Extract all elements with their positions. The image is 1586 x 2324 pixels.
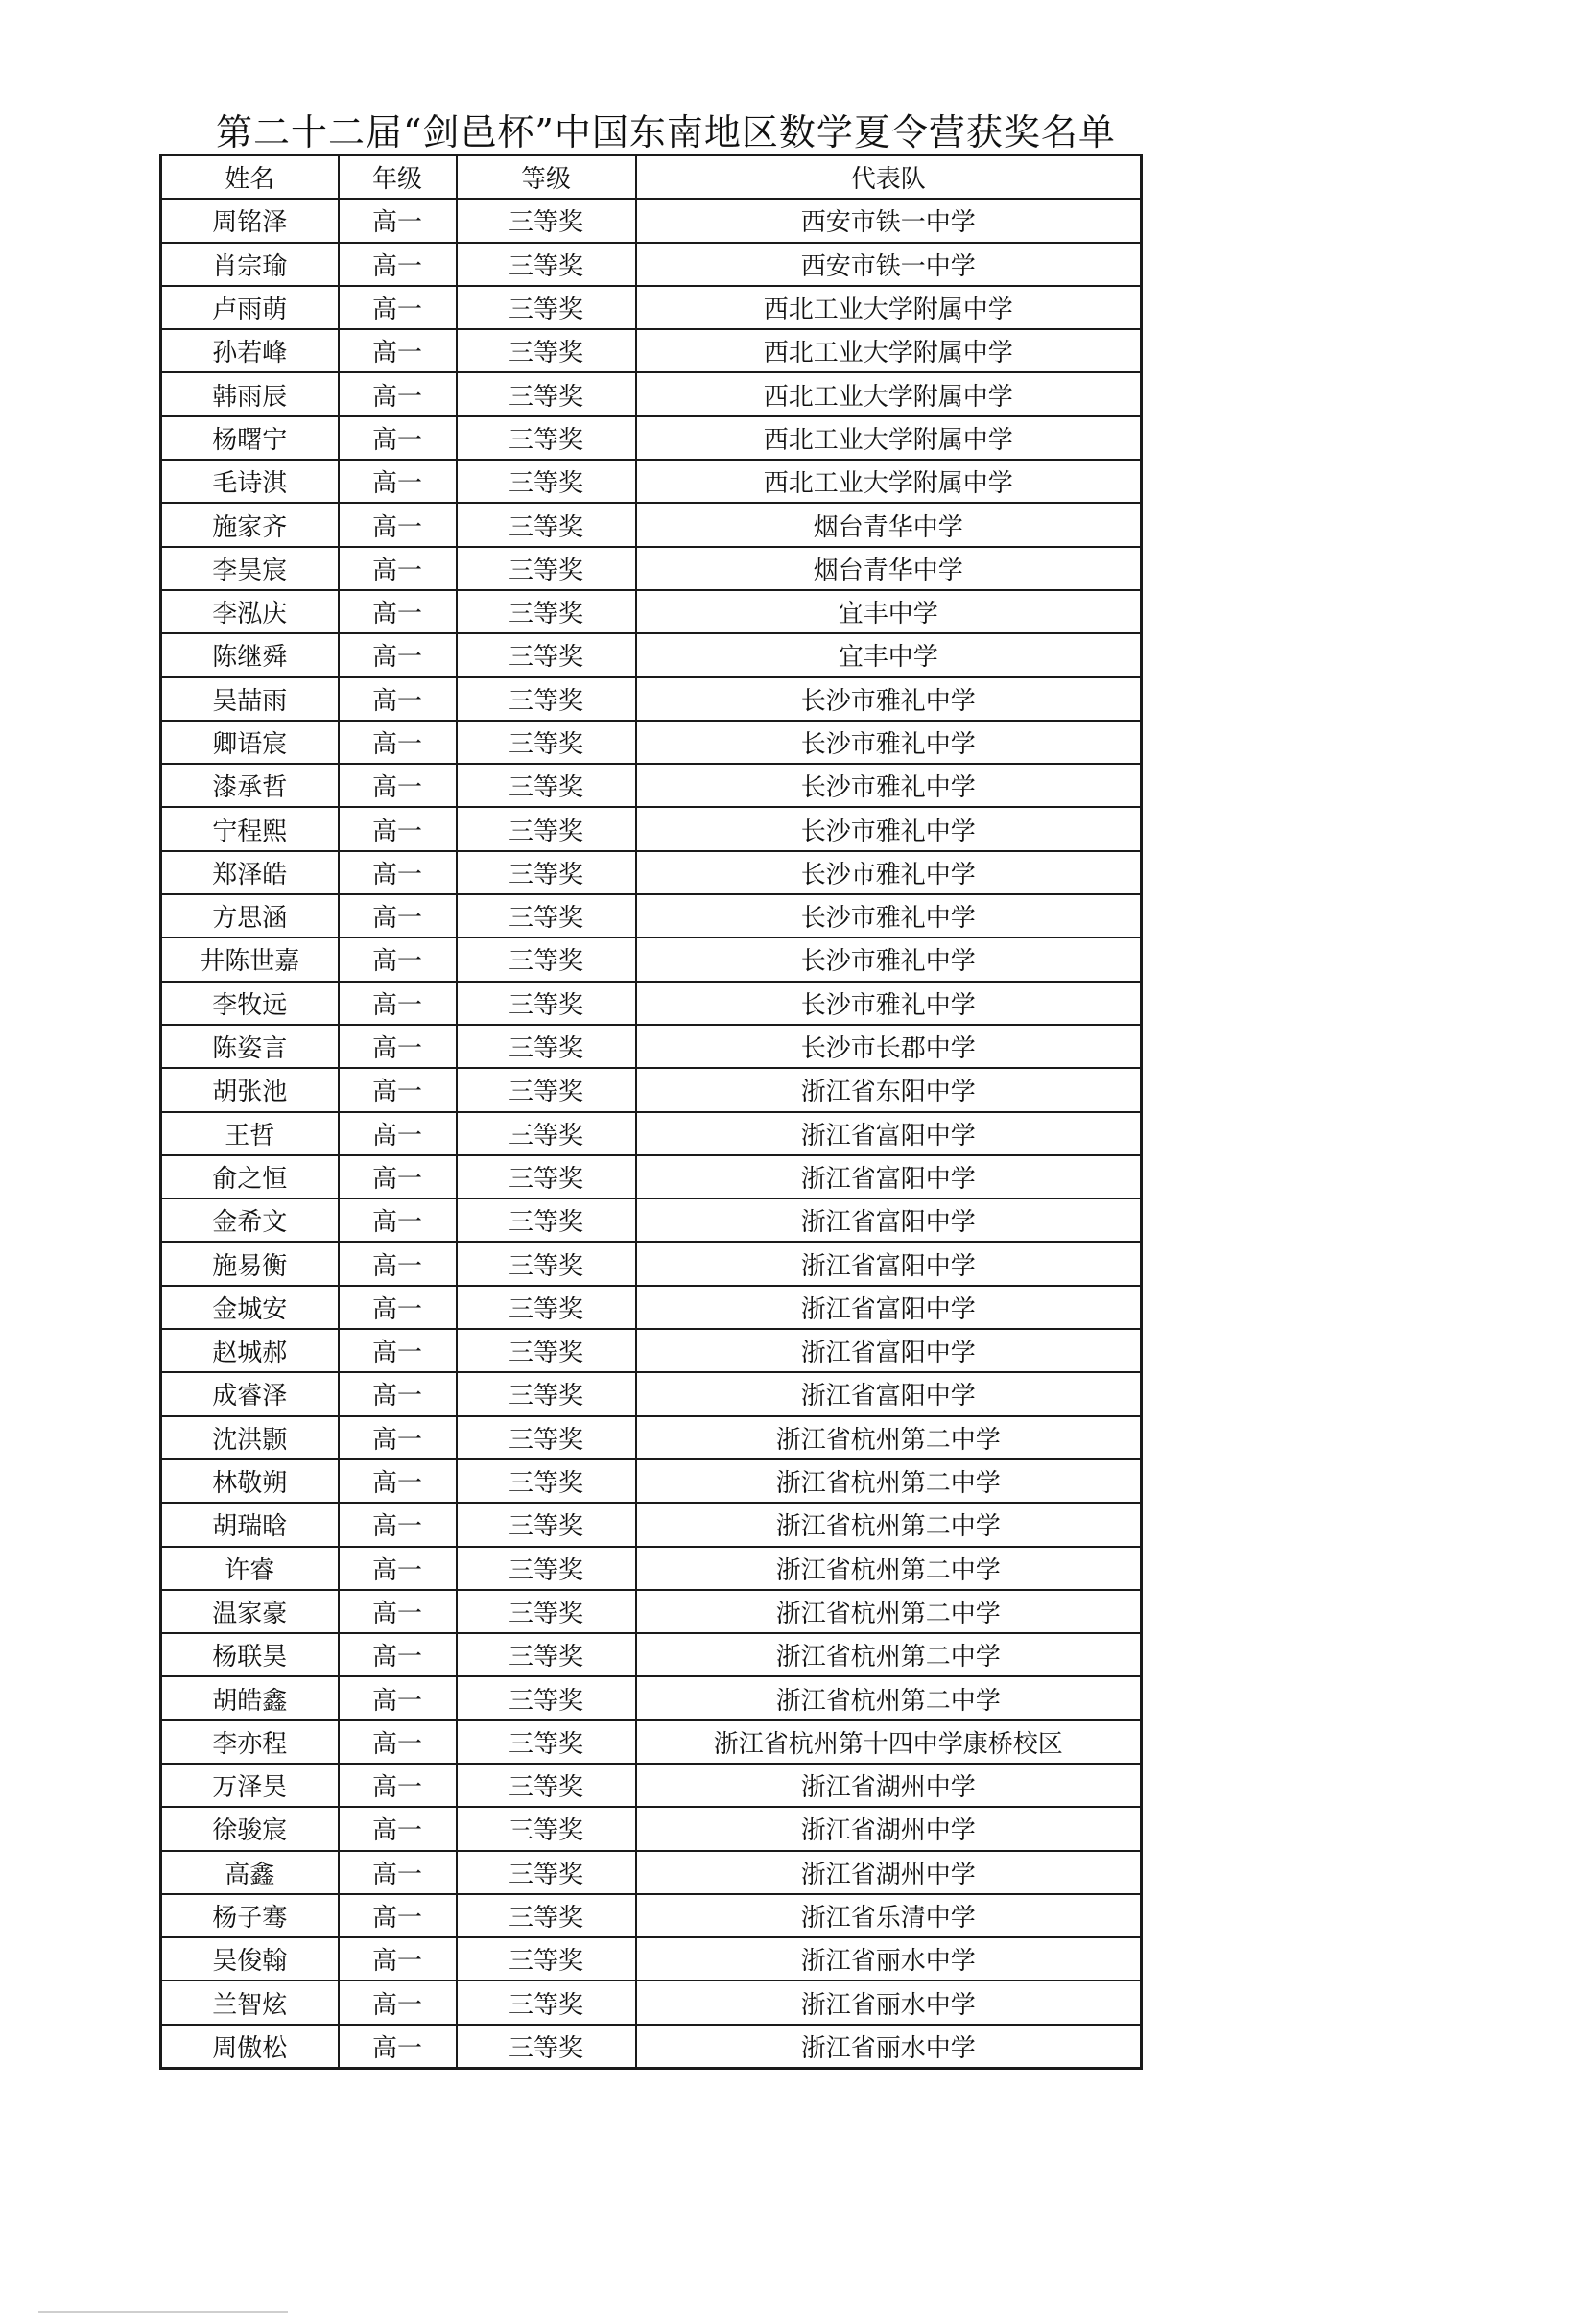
table-row	[161, 1198, 1142, 1242]
cell-level: 三等奖	[457, 1633, 636, 1676]
cell-grade: 高一	[339, 1503, 457, 1546]
cell-level: 三等奖	[457, 807, 636, 850]
cell-level: 三等奖	[457, 1980, 636, 2024]
table-row	[161, 372, 1142, 415]
table-row	[161, 1937, 1142, 1980]
header-grade: 年级	[339, 155, 457, 200]
cell-name: 李亦程	[161, 1720, 339, 1764]
cell-grade: 高一	[339, 721, 457, 764]
cell-name: 卿语宸	[161, 721, 339, 764]
cell-level: 三等奖	[457, 894, 636, 937]
cell-grade: 高一	[339, 460, 457, 503]
cell-team: 西安市铁一中学	[636, 199, 1142, 242]
cell-team: 烟台青华中学	[636, 503, 1142, 546]
table-row	[161, 329, 1142, 372]
cell-grade: 高一	[339, 1894, 457, 1937]
cell-level: 三等奖	[457, 372, 636, 415]
table-row	[161, 1807, 1142, 1850]
cell-grade: 高一	[339, 1155, 457, 1198]
cell-grade: 高一	[339, 1807, 457, 1850]
cell-grade: 高一	[339, 1764, 457, 1807]
cell-team: 西安市铁一中学	[636, 243, 1142, 286]
cell-team: 浙江省乐清中学	[636, 1894, 1142, 1937]
cell-level: 三等奖	[457, 1242, 636, 1285]
cell-team: 长沙市雅礼中学	[636, 677, 1142, 721]
cell-name: 杨联昊	[161, 1633, 339, 1676]
cell-team: 长沙市长郡中学	[636, 1025, 1142, 1068]
cell-level: 三等奖	[457, 1720, 636, 1764]
award-table	[159, 154, 1143, 2070]
table-row	[161, 1155, 1142, 1198]
cell-grade: 高一	[339, 1068, 457, 1111]
cell-name: 陈继舜	[161, 633, 339, 676]
cell-team: 西北工业大学附属中学	[636, 286, 1142, 329]
cell-team: 浙江省丽水中学	[636, 1937, 1142, 1980]
cell-grade: 高一	[339, 1416, 457, 1459]
table-row	[161, 1459, 1142, 1503]
cell-grade: 高一	[339, 1676, 457, 1719]
cell-name: 林敬朔	[161, 1459, 339, 1503]
cell-level: 三等奖	[457, 851, 636, 894]
cell-name: 金希文	[161, 1198, 339, 1242]
cell-level: 三等奖	[457, 1851, 636, 1894]
cell-grade: 高一	[339, 764, 457, 807]
cell-name: 赵城郝	[161, 1329, 339, 1372]
cell-team: 浙江省富阳中学	[636, 1372, 1142, 1415]
cell-grade: 高一	[339, 1112, 457, 1155]
table-row	[161, 547, 1142, 590]
table-row	[161, 1720, 1142, 1764]
cell-team: 浙江省杭州第二中学	[636, 1633, 1142, 1676]
cell-team: 浙江省富阳中学	[636, 1329, 1142, 1372]
cell-name: 肖宗瑜	[161, 243, 339, 286]
cell-name: 徐骏宸	[161, 1807, 339, 1850]
table-row	[161, 1372, 1142, 1415]
cell-name: 方思涵	[161, 894, 339, 937]
table-row	[161, 851, 1142, 894]
table-row	[161, 1329, 1142, 1372]
cell-level: 三等奖	[457, 1894, 636, 1937]
table-row	[161, 937, 1142, 981]
cell-grade: 高一	[339, 982, 457, 1025]
cell-team: 浙江省杭州第十四中学康桥校区	[636, 1720, 1142, 1764]
table-row	[161, 1503, 1142, 1546]
cell-grade: 高一	[339, 243, 457, 286]
cell-level: 三等奖	[457, 1459, 636, 1503]
cell-grade: 高一	[339, 1590, 457, 1633]
cell-grade: 高一	[339, 1980, 457, 2024]
table-row	[161, 460, 1142, 503]
cell-name: 胡张池	[161, 1068, 339, 1111]
table-row	[161, 416, 1142, 460]
cell-grade: 高一	[339, 1198, 457, 1242]
header-team: 代表队	[636, 155, 1142, 200]
page-title: 第二十二届“剑邑杯”中国东南地区数学夏令营获奖名单	[216, 111, 1116, 154]
table-row	[161, 199, 1142, 242]
cell-team: 浙江省富阳中学	[636, 1286, 1142, 1329]
cell-grade: 高一	[339, 1242, 457, 1285]
table-row	[161, 243, 1142, 286]
cell-team: 浙江省丽水中学	[636, 2025, 1142, 2069]
cell-team: 西北工业大学附属中学	[636, 460, 1142, 503]
cell-name: 成睿泽	[161, 1372, 339, 1415]
cell-team: 浙江省杭州第二中学	[636, 1676, 1142, 1719]
cell-name: 施家齐	[161, 503, 339, 546]
cell-name: 孙若峰	[161, 329, 339, 372]
cell-name: 韩雨辰	[161, 372, 339, 415]
cell-name: 沈洪颢	[161, 1416, 339, 1459]
cell-team: 长沙市雅礼中学	[636, 894, 1142, 937]
cell-team: 浙江省富阳中学	[636, 1242, 1142, 1285]
cell-level: 三等奖	[457, 1503, 636, 1546]
cell-grade: 高一	[339, 1459, 457, 1503]
cell-name: 胡皓鑫	[161, 1676, 339, 1719]
cell-team: 浙江省丽水中学	[636, 1980, 1142, 2024]
table-row	[161, 764, 1142, 807]
cell-name: 宁程熙	[161, 807, 339, 850]
cell-grade: 高一	[339, 851, 457, 894]
cell-name: 温家豪	[161, 1590, 339, 1633]
cell-team: 长沙市雅礼中学	[636, 807, 1142, 850]
header-name: 姓名	[161, 155, 339, 200]
cell-name: 陈姿言	[161, 1025, 339, 1068]
cell-name: 吴俊翰	[161, 1937, 339, 1980]
table-body	[161, 199, 1142, 2068]
cell-name: 井陈世嘉	[161, 937, 339, 981]
cell-name: 兰智炫	[161, 1980, 339, 2024]
cell-name: 郑泽皓	[161, 851, 339, 894]
cell-grade: 高一	[339, 1372, 457, 1415]
cell-grade: 高一	[339, 1720, 457, 1764]
table-row	[161, 1590, 1142, 1633]
cell-team: 浙江省杭州第二中学	[636, 1547, 1142, 1590]
cell-level: 三等奖	[457, 633, 636, 676]
cell-team: 西北工业大学附属中学	[636, 416, 1142, 460]
cell-grade: 高一	[339, 1547, 457, 1590]
cell-grade: 高一	[339, 937, 457, 981]
cell-level: 三等奖	[457, 199, 636, 242]
table-row	[161, 677, 1142, 721]
cell-team: 浙江省杭州第二中学	[636, 1459, 1142, 1503]
cell-name: 万泽昊	[161, 1764, 339, 1807]
cell-grade: 高一	[339, 199, 457, 242]
cell-grade: 高一	[339, 677, 457, 721]
table-row	[161, 982, 1142, 1025]
cell-level: 三等奖	[457, 416, 636, 460]
cell-level: 三等奖	[457, 982, 636, 1025]
cell-grade: 高一	[339, 1633, 457, 1676]
cell-grade: 高一	[339, 547, 457, 590]
table-row	[161, 1851, 1142, 1894]
cell-team: 长沙市雅礼中学	[636, 937, 1142, 981]
cell-level: 三等奖	[457, 677, 636, 721]
table-row	[161, 286, 1142, 329]
cell-grade: 高一	[339, 1286, 457, 1329]
cell-name: 高鑫	[161, 1851, 339, 1894]
cell-name: 吴喆雨	[161, 677, 339, 721]
cell-level: 三等奖	[457, 764, 636, 807]
cell-team: 浙江省富阳中学	[636, 1112, 1142, 1155]
cell-level: 三等奖	[457, 286, 636, 329]
table-row	[161, 1286, 1142, 1329]
cell-level: 三等奖	[457, 1676, 636, 1719]
cell-level: 三等奖	[457, 1329, 636, 1372]
table-row	[161, 1633, 1142, 1676]
table-row	[161, 1676, 1142, 1719]
table-row	[161, 2025, 1142, 2069]
scan-mark-bottom	[38, 2311, 288, 2313]
table-row	[161, 1068, 1142, 1111]
cell-level: 三等奖	[457, 243, 636, 286]
cell-grade: 高一	[339, 590, 457, 633]
cell-name: 毛诗淇	[161, 460, 339, 503]
cell-team: 浙江省杭州第二中学	[636, 1416, 1142, 1459]
cell-grade: 高一	[339, 286, 457, 329]
header-level: 等级	[457, 155, 636, 200]
table-row	[161, 1894, 1142, 1937]
cell-level: 三等奖	[457, 937, 636, 981]
table-header-row	[161, 155, 1142, 200]
table-row	[161, 633, 1142, 676]
table-row	[161, 503, 1142, 546]
cell-team: 浙江省东阳中学	[636, 1068, 1142, 1111]
cell-level: 三等奖	[457, 460, 636, 503]
cell-name: 周铭泽	[161, 199, 339, 242]
cell-level: 三等奖	[457, 1416, 636, 1459]
cell-team: 浙江省湖州中学	[636, 1764, 1142, 1807]
cell-name: 李牧远	[161, 982, 339, 1025]
cell-name: 卢雨萌	[161, 286, 339, 329]
cell-level: 三等奖	[457, 1807, 636, 1850]
cell-grade: 高一	[339, 503, 457, 546]
table-row	[161, 1025, 1142, 1068]
cell-team: 长沙市雅礼中学	[636, 721, 1142, 764]
cell-name: 李泓庆	[161, 590, 339, 633]
table-row	[161, 1547, 1142, 1590]
cell-name: 漆承哲	[161, 764, 339, 807]
cell-team: 长沙市雅礼中学	[636, 982, 1142, 1025]
cell-team: 长沙市雅礼中学	[636, 764, 1142, 807]
cell-grade: 高一	[339, 633, 457, 676]
cell-level: 三等奖	[457, 721, 636, 764]
cell-team: 烟台青华中学	[636, 547, 1142, 590]
cell-grade: 高一	[339, 1851, 457, 1894]
table-row	[161, 1416, 1142, 1459]
table-row	[161, 1980, 1142, 2024]
cell-team: 宜丰中学	[636, 633, 1142, 676]
cell-level: 三等奖	[457, 547, 636, 590]
cell-team: 浙江省湖州中学	[636, 1851, 1142, 1894]
table-row	[161, 1112, 1142, 1155]
cell-name: 金城安	[161, 1286, 339, 1329]
cell-team: 浙江省杭州第二中学	[636, 1503, 1142, 1546]
table-row	[161, 590, 1142, 633]
cell-team: 长沙市雅礼中学	[636, 851, 1142, 894]
cell-grade: 高一	[339, 416, 457, 460]
cell-name: 杨曙宁	[161, 416, 339, 460]
cell-team: 浙江省杭州第二中学	[636, 1590, 1142, 1633]
table-row	[161, 1764, 1142, 1807]
cell-grade: 高一	[339, 329, 457, 372]
cell-level: 三等奖	[457, 1372, 636, 1415]
cell-grade: 高一	[339, 1329, 457, 1372]
cell-grade: 高一	[339, 1025, 457, 1068]
cell-grade: 高一	[339, 2025, 457, 2069]
cell-level: 三等奖	[457, 329, 636, 372]
cell-grade: 高一	[339, 894, 457, 937]
cell-team: 宜丰中学	[636, 590, 1142, 633]
cell-level: 三等奖	[457, 1286, 636, 1329]
cell-name: 周傲松	[161, 2025, 339, 2069]
cell-name: 俞之恒	[161, 1155, 339, 1198]
cell-level: 三等奖	[457, 1068, 636, 1111]
cell-grade: 高一	[339, 372, 457, 415]
cell-grade: 高一	[339, 1937, 457, 1980]
cell-name: 胡瑞晗	[161, 1503, 339, 1546]
table-row	[161, 894, 1142, 937]
cell-level: 三等奖	[457, 1764, 636, 1807]
table-row	[161, 807, 1142, 850]
cell-level: 三等奖	[457, 1937, 636, 1980]
cell-name: 施易衡	[161, 1242, 339, 1285]
cell-name: 许睿	[161, 1547, 339, 1590]
cell-team: 浙江省富阳中学	[636, 1198, 1142, 1242]
table-row	[161, 1242, 1142, 1285]
cell-name: 李昊宸	[161, 547, 339, 590]
cell-level: 三等奖	[457, 1198, 636, 1242]
cell-level: 三等奖	[457, 1547, 636, 1590]
cell-team: 浙江省湖州中学	[636, 1807, 1142, 1850]
cell-team: 西北工业大学附属中学	[636, 372, 1142, 415]
cell-level: 三等奖	[457, 1025, 636, 1068]
cell-team: 浙江省富阳中学	[636, 1155, 1142, 1198]
cell-name: 杨子骞	[161, 1894, 339, 1937]
cell-level: 三等奖	[457, 1590, 636, 1633]
cell-level: 三等奖	[457, 503, 636, 546]
table-row	[161, 721, 1142, 764]
cell-level: 三等奖	[457, 590, 636, 633]
cell-team: 西北工业大学附属中学	[636, 329, 1142, 372]
cell-level: 三等奖	[457, 1112, 636, 1155]
cell-name: 王哲	[161, 1112, 339, 1155]
cell-level: 三等奖	[457, 2025, 636, 2069]
cell-level: 三等奖	[457, 1155, 636, 1198]
cell-grade: 高一	[339, 807, 457, 850]
